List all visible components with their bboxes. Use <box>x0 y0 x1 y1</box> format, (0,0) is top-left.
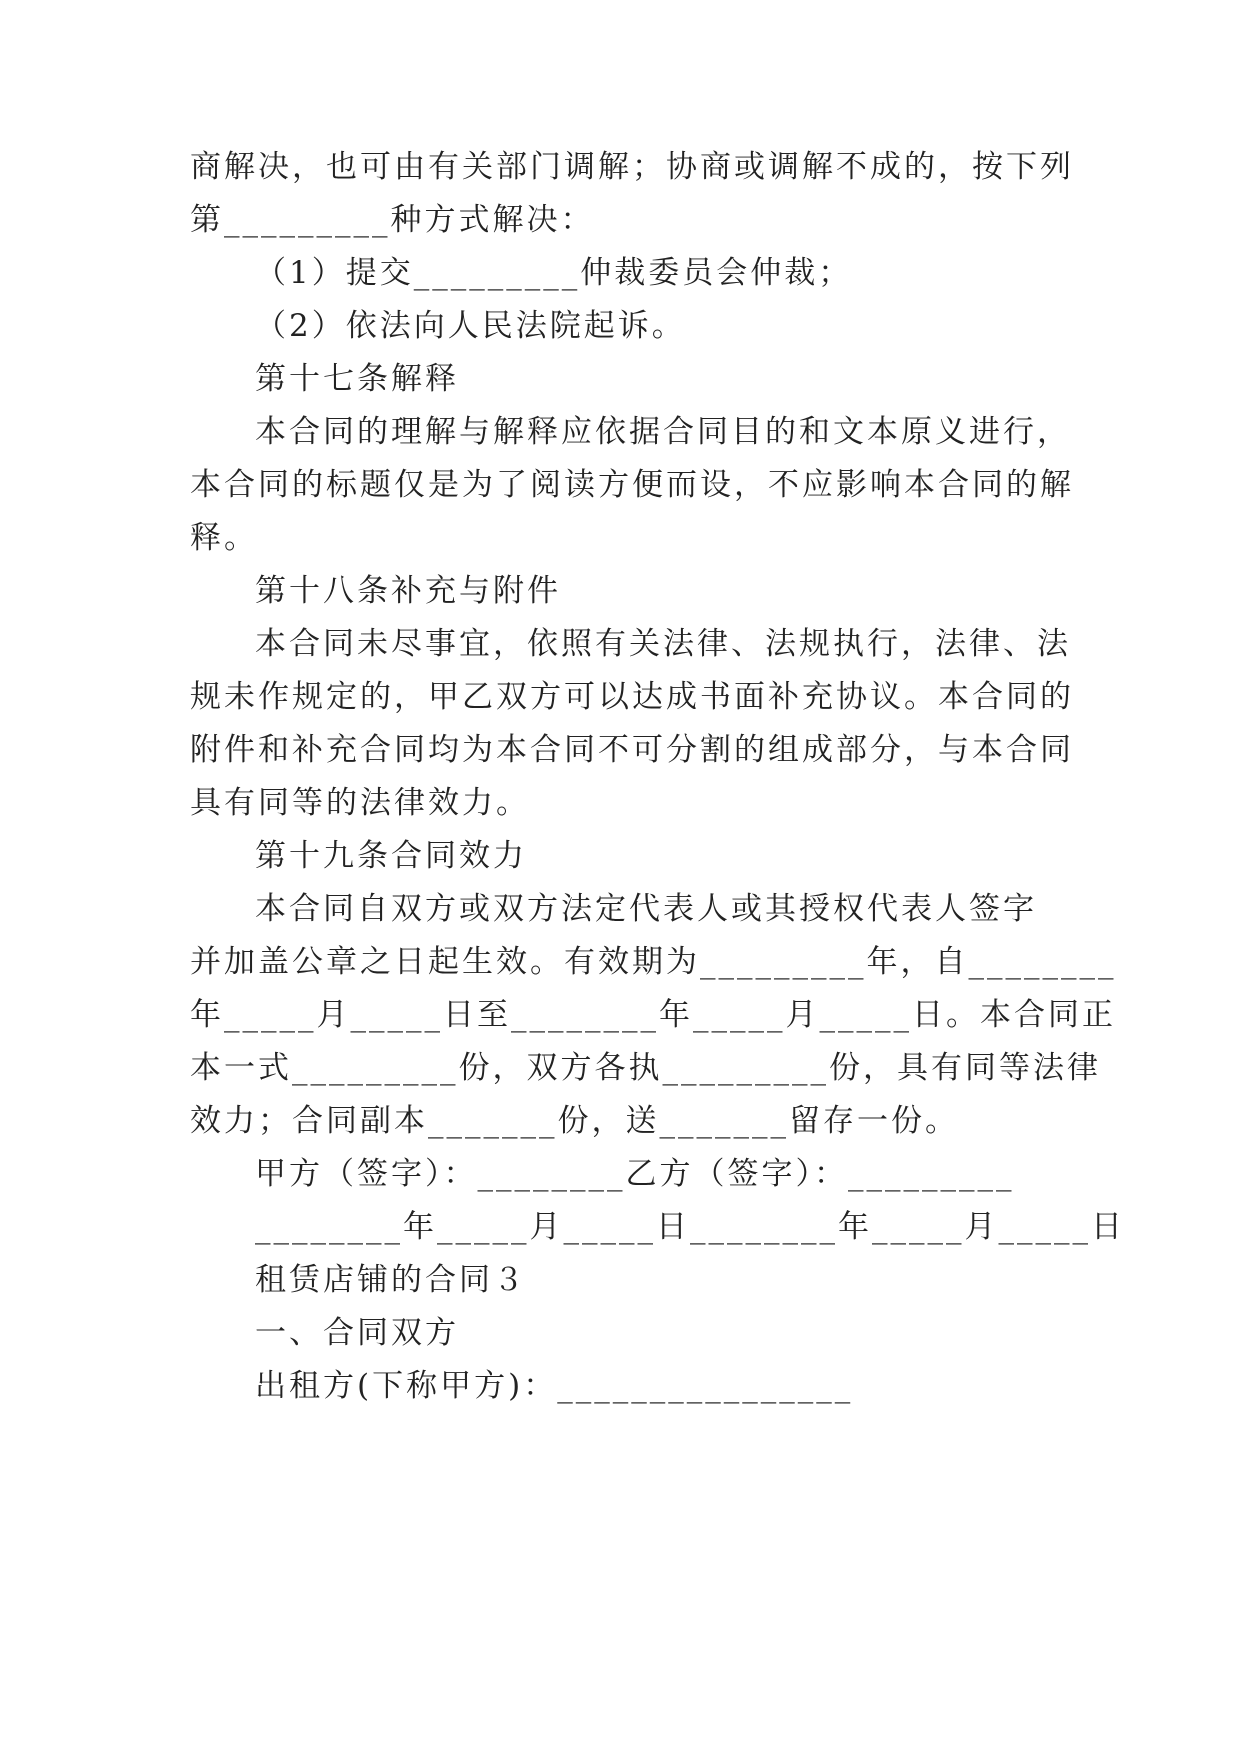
section-heading: 第十九条合同效力 <box>255 838 527 874</box>
section-heading: 第十八条补充与附件 <box>255 573 561 609</box>
text-line: 年_____月_____日至________年_____月_____日。本合同正 <box>190 997 1116 1033</box>
list-item: （2）依法向人民法院起诉。 <box>255 308 686 344</box>
document-title: 租赁店铺的合同３ <box>255 1262 527 1298</box>
text-line: 具有同等的法律效力。 <box>190 785 530 821</box>
text-line: 本合同未尽事宜，依照有关法律、法规执行，法律、法 <box>255 626 1071 662</box>
list-item: （1）提交_________仲裁委员会仲裁； <box>255 255 853 291</box>
signature-line: 甲方（签字）：________乙方（签字）：_________ <box>255 1156 1015 1192</box>
text-line: 规未作规定的，甲乙双方可以达成书面补充协议。本合同的 <box>190 679 1074 715</box>
section-heading: 第十七条解释 <box>255 361 459 397</box>
text-line: 出租方(下称甲方)：________________ <box>255 1368 854 1404</box>
text-line: 释。 <box>190 520 258 556</box>
date-line: ________年_____月_____日________年_____月_____日 <box>255 1209 1125 1245</box>
text-line: 附件和补充合同均为本合同不可分割的组成部分，与本合同 <box>190 732 1074 768</box>
section-heading: 一、合同双方 <box>255 1315 459 1351</box>
text-line: 商解决，也可由有关部门调解；协商或调解不成的，按下列 <box>190 149 1074 185</box>
text-line: 效力；合同副本_______份，送_______留存一份。 <box>190 1103 959 1139</box>
text-line: 本合同自双方或双方法定代表人或其授权代表人签字 <box>255 891 1037 927</box>
text-line: 本合同的标题仅是为了阅读方便而设，不应影响本合同的解 <box>190 467 1074 503</box>
text-line: 本合同的理解与解释应依据合同目的和文本原义进行， <box>255 414 1071 450</box>
text-line: 并加盖公章之日起生效。有效期为_________年，自________ <box>190 944 1117 980</box>
text-line: 本一式_________份，双方各执_________份，具有同等法律 <box>190 1050 1101 1086</box>
text-line: 第_________种方式解决： <box>190 202 595 238</box>
